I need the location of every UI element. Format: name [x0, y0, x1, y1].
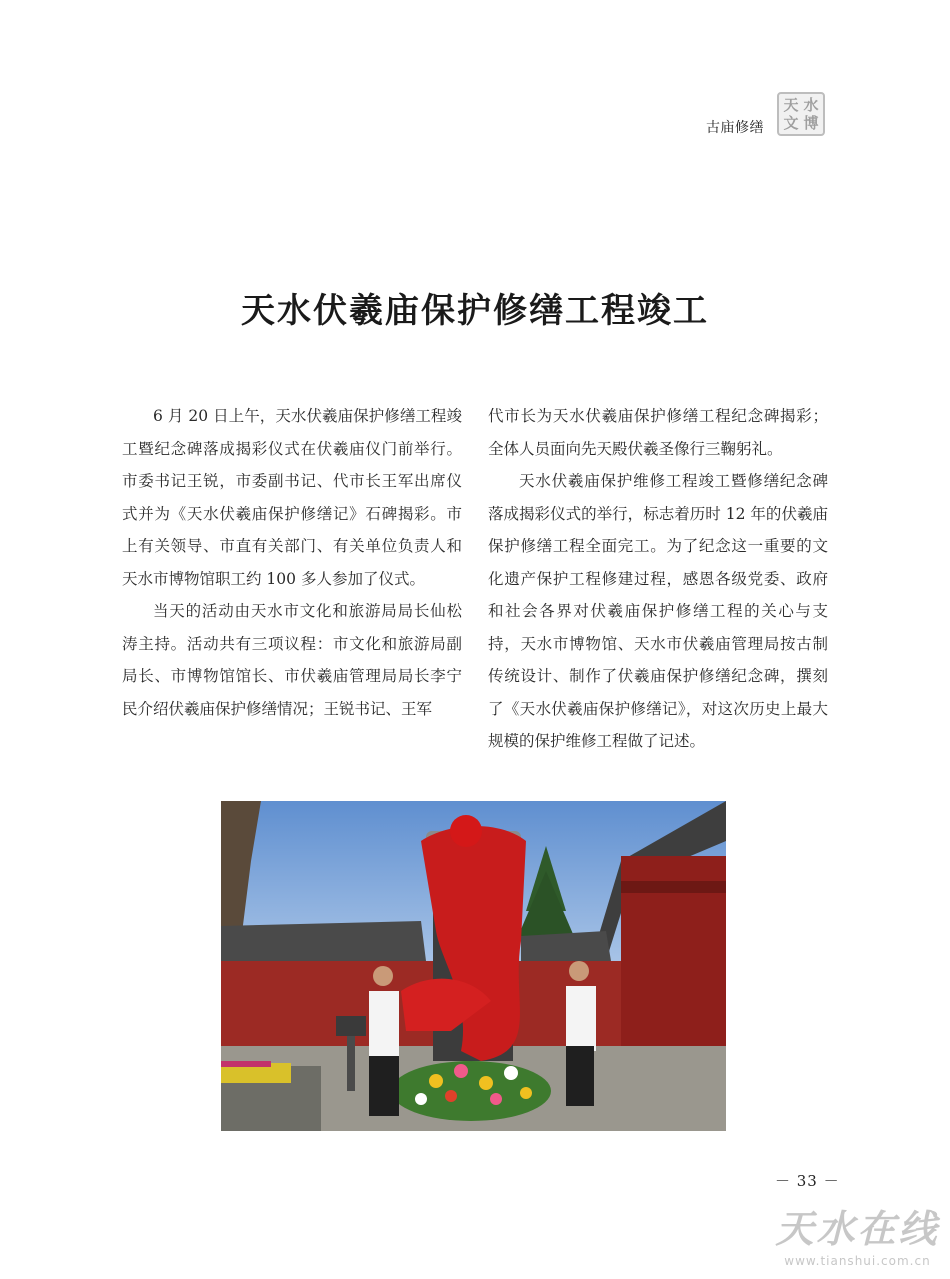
section-label: 古庙修缮 [706, 120, 764, 136]
paragraph: 天水伏羲庙保护维修工程竣工暨修缮纪念碑落成揭彩仪式的举行，标志着历时 12 年的伏羲庙保护修缮工程全面完工。为了纪念这一重要的文化遗产保护工程修建过程，感恩各级党委、政府和社会各界对伏羲庙保护修缮工程的关心与支持，天水市博物馆、天水市伏羲庙管理局按古制传统设计、制作了伏羲庙保护修缮纪念碑，撰刻了《天水伏羲庙保护修缮记》，对这次历史上最大规模的保护维修工程做了记述。 [488, 472, 828, 750]
logo-char: 博 [803, 113, 819, 132]
article-title: 天水伏羲庙保护修缮工程竣工 [241, 291, 709, 331]
left-column [122, 400, 462, 725]
paragraph: 代市长为天水伏羲庙保护修缮工程纪念碑揭彩；全体人员面向先天殿伏羲圣像行三鞠躬礼。 [488, 407, 828, 458]
logo-char: 文 [783, 113, 799, 132]
logo-char: 天 [783, 95, 799, 114]
watermark-text: 天水在线 [775, 1207, 940, 1251]
logo-char: 水 [803, 95, 819, 114]
page-number: － 33 － [775, 1172, 840, 1190]
right-column [488, 400, 828, 758]
paragraph: 当天的活动由天水市文化和旅游局局长仙松涛主持。活动共有三项议程：市文化和旅游局副局长、市博物馆馆长、市伏羲庙管理局局长李宁民介绍伏羲庙保护修缮情况；王锐书记、王军 [122, 602, 462, 718]
logo-stamp [777, 92, 825, 136]
watermark-url: www.tianshui.com.cn [784, 1254, 931, 1268]
site-watermark [770, 1206, 945, 1270]
ceremony-photo [221, 801, 726, 1131]
paragraph: 6 月 20 日上午，天水伏羲庙保护修缮工程竣工暨纪念碑落成揭彩仪式在伏羲庙仪门前举行。市委书记王锐，市委副书记、代市长王军出席仪式并为《天水伏羲庙保护修缮记》石碑揭彩。市上有关领导、市直有关部门、有关单位负责人和天水市博物馆职工约 100 多人参加了仪式。 [122, 407, 462, 588]
